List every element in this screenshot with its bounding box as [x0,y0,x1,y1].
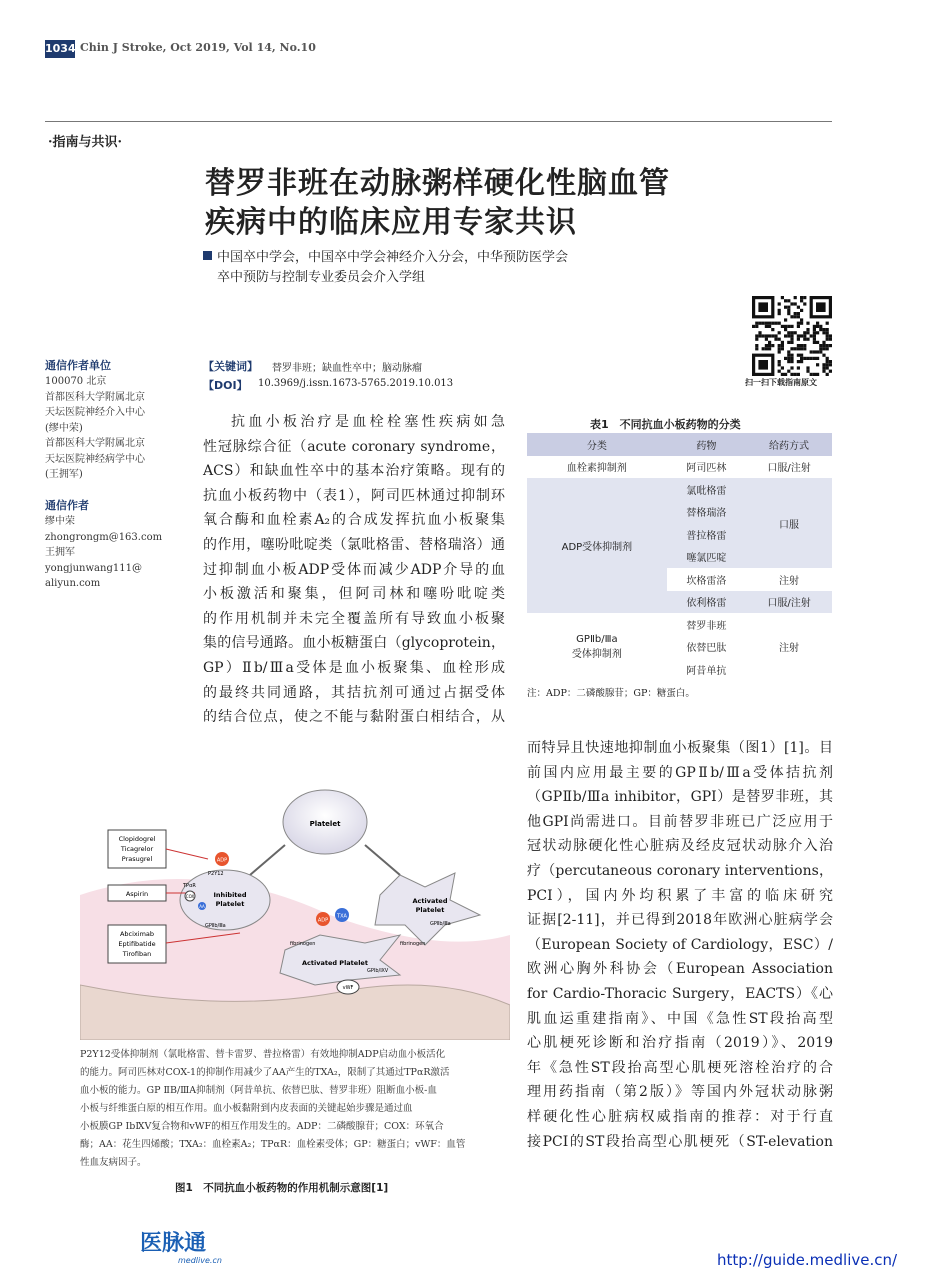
text-line: 证据[2-11]，并已得到2018年欧洲心脏病学会 [527,912,833,929]
table-cell: 依利格雷 [667,591,746,614]
qr-caption: 扫一扫下载指南原文 [745,378,817,387]
journal-info: Chin J Stroke, Oct 2019, Vol 14, No.10 [80,41,316,54]
activated-bottom-label: Activated Platelet [302,959,368,967]
table-row [527,456,832,479]
text-line: 欧洲心胸外科协会（European Association [527,961,833,978]
drug-box-text: Abciximab [119,930,155,938]
qr-code[interactable] [752,296,832,376]
platelet-label: Platelet [309,820,341,828]
caption-line: 血小板的能力。GP ⅡB/ⅢA抑制剂（阿昔单抗、依替巴肽、替罗非班）阻断血小板-血 [80,1085,437,1096]
table-cell: 替格瑞洛 [667,501,746,524]
table-cell: 口服 [746,478,832,568]
caption-line: 的能力。阿司匹林对COX-1的抑制作用减少了AA产生的TXA₂，限制了其通过TPαR激活 [80,1067,450,1078]
figure-caption [80,1046,512,1172]
table-header: 药物 [667,433,746,456]
table-cell: 血栓素抑制剂 [566,463,627,475]
gpib-label: GPⅠb/ⅨV [367,968,389,974]
text-line: 过抑制血小板ADP受体而减少ADP介导的血 [203,561,505,578]
corr-unit-text [45,374,180,483]
figure-title: 图1 不同抗血小板药物的作用机制示意图[1] [175,1182,389,1194]
text-line: GP）Ⅱb/Ⅲa受体是血小板聚集、血栓形成 [203,659,505,676]
text-line: （European Society of Cardiology，ESC）/ [527,936,833,953]
corr-unit-line: 首都医科大学附属北京 [45,438,145,449]
text-line: 的结合位点，使之不能与黏附蛋白相结合，从 [203,709,505,726]
table-cell: 替罗非班 [686,620,727,632]
caption-line: 酶；AA：花生四烯酸；TXA₂：血栓素A₂；TPαR：血栓素受体；GP：糖蛋白；vWF：血管 [80,1139,466,1150]
adp-label: ADP [317,917,329,924]
section-label: ·指南与共识· [48,135,123,150]
text-line: 的作用，噻吩吡啶类（氯吡格雷、替格瑞洛）通 [203,536,505,553]
table-title: 表1 不同抗血小板药物的分类 [590,418,741,431]
tpr-label: TPαR [183,883,196,889]
table-header: 给药方式 [746,433,832,456]
corr-author-line: 缪中荣 [45,516,75,527]
body-text-left [203,410,505,730]
doi-label: 【DOI】 [203,379,248,392]
corr-unit-line: 100070 北京 [45,376,107,387]
drug-box-text: Clopidogrel [118,835,156,843]
text-line: 小板激活和聚集，但阿司林和噻吩吡啶类 [203,586,505,603]
fibrinogen-label: fibrinogen [400,941,426,947]
footer-url-link[interactable]: http://guide.medlive.cn/ [717,1251,898,1269]
text-line: 抗血小板治疗是血栓栓塞性疾病如急 [231,414,505,430]
connector [166,849,208,859]
activated-label: Activated [412,897,448,905]
corr-unit-line: 首都医科大学附属北京 [45,391,145,403]
text-line: 的作用机制并未完全覆盖所有导致血小板聚 [203,610,505,627]
text-line: 接PCI的ST段抬高型心肌梗死（ST-elevation [527,1133,833,1150]
corr-unit-line: 天坛医院神经病学中心 [45,453,145,465]
text-line: 前国内应用最主要的GPⅡb/Ⅲa受体拮抗剂 [527,764,833,781]
table-cell: 坎格雷洛 [686,575,727,587]
table-cell: 注射 [779,643,800,655]
text-line: 疗（percutaneous coronary interventions， [527,862,833,879]
caption-line: 小板与纤维蛋白原的相互作用。血小板黏附到内皮表面的关键起始步骤是通过血 [80,1103,413,1114]
platelet-mechanism-figure [80,775,510,1040]
drug-box-text: Prasugrel [121,855,153,863]
medlive-logo[interactable] [140,1226,240,1268]
text-line: ACS）和缺血性卒中的基本治疗策略。现有的 [203,463,505,480]
table-cell: 注射 [779,575,800,587]
corr-author-email[interactable]: aliyun.com [45,578,101,589]
gp-label: GPⅡb/Ⅲa [205,923,226,929]
body-text-right [527,736,833,1154]
text-line: PCI），国内外均积累了丰富的临床研究 [527,887,833,904]
authors-line-1: 中国卒中学会，中国卒中学会神经介入分会，中华预防医学会 [217,250,569,265]
table-cell: 阿昔单抗 [686,665,727,677]
text-line: 的最终共同通路，其拮抗剂可通过占据受体 [203,684,505,701]
table-cell: ADP受体抑制剂 [527,478,667,613]
gp-label: GPⅡb/Ⅲa [430,921,451,927]
fibrinogen-label: fibrinogen [290,941,316,947]
table-header-row [527,433,832,456]
keywords: 替罗非班；缺血性卒中；脑动脉瘤 [272,363,422,374]
text-line: 冠状动脉硬化性心脏病及经皮冠状动脉介入治 [527,838,833,855]
table-note: 注：ADP：二磷酸腺苷；GP：糖蛋白。 [527,688,695,699]
text-line: 而特异且快速地抑制血小板聚集（图1）[1]。目 [527,740,833,756]
table-cell: 氯吡格雷 [667,478,746,501]
text-line: 集的信号通路。血小板糖蛋白（glycoprotein， [203,635,505,652]
text-line: （GPⅡb/Ⅲa inhibitor，GPI）是替罗非班，其 [527,789,833,806]
table-cell: 阿司匹林 [686,463,727,475]
corr-unit-heading: 通信作者单位 [45,359,111,372]
header-divider [45,121,832,122]
text-line: 抗血小板药物中（表1），阿司匹林通过抑制环 [203,487,505,504]
page-number: 1034 [45,40,75,58]
text-line: 肌血运重建指南》、中国《急性ST段抬高型 [527,1010,833,1027]
text-line: 心肌梗死诊断和治疗指南（2019）》、2019 [527,1035,833,1052]
corr-author-heading: 通信作者 [45,499,89,512]
logo-subtext: medlive.cn [178,1256,222,1265]
drug-box-text: Tirofiban [122,950,152,958]
inhibited-label: Platelet [215,900,245,908]
table-cell-line: GPⅡb/Ⅲa [576,633,618,645]
drug-table [527,433,832,681]
corr-unit-line: 天坛医院神经介入中心 [45,407,145,418]
corr-author-email[interactable]: zhongrongm@163.com [45,531,163,543]
table-cell: 口服/注射 [767,463,811,475]
table-cell: 噻氯匹啶 [667,546,746,569]
arrow [250,845,285,875]
authors-line-2: 卒中预防与控制专业委员会介入学组 [217,270,426,285]
text-line: 性冠脉综合征（acute coronary syndrome， [203,438,505,455]
corr-author-email[interactable]: yongjunwang111@ [45,562,142,574]
corr-unit-line: (缪中荣) [45,422,83,434]
table-cell [527,613,667,681]
table-row [527,613,832,636]
drug-box-text: Eptifibatide [118,940,156,948]
inhibited-label: Inhibited [213,891,247,899]
text-line: 他GPI尚需进口。目前替罗非班已广泛应用于 [527,813,833,830]
vwf-label: vWF [342,985,354,991]
article-title-line-2: 疾病中的临床应用专家共识 [205,205,577,240]
logo-text: 医脉通 [140,1231,207,1256]
caption-line: 性血友病因子。 [80,1157,147,1168]
corr-author-line: 王拥军 [45,547,75,558]
table-cell: 口服/注射 [746,591,832,614]
corr-author-text [45,514,180,592]
arrow [365,845,400,875]
text-line: 理用药指南（第2版）》等国内外冠状动脉粥 [527,1084,833,1101]
activated-label: Platelet [415,906,445,914]
keywords-label: 【关键词】 [203,360,258,373]
table-cell-line: 受体抑制剂 [571,648,622,660]
drug-box-text: Ticagrelor [120,845,154,853]
text-line: 样硬化性心脏病权威指南的推荐：对于行直 [527,1108,833,1125]
text-line: 年《急性ST段抬高型心肌梗死溶栓治疗的合 [527,1059,833,1076]
cox-label: COX [185,894,195,899]
caption-line: P2Y12受体抑制剂（氯吡格雷、替卡雷罗、普拉格雷）有效地抑制ADP启动血小板活化 [80,1049,446,1060]
doi-link[interactable]: 10.3969/j.issn.1673-5765.2019.10.013 [258,378,454,389]
corr-unit-line: (王拥军) [45,469,83,480]
article-title-line-1: 替罗非班在动脉粥样硬化性脑血管 [205,166,670,201]
table-cell: 普拉格雷 [667,523,746,546]
author-bullet [203,251,212,260]
table-row [527,478,832,501]
table-cell: 依替巴肽 [686,643,727,655]
caption-line: 小板膜GP ⅠbⅨV复合物和vWF的相互作用发生的。ADP：二磷酸腺苷；COX：环氧合 [80,1121,444,1132]
aa-label: AA [199,904,205,909]
text-line: 氧合酶和血栓素A₂的合成发挥抗血小板聚集 [203,512,505,529]
text-line: for Cardio-Thoracic Surgery，EACTS）《心 [527,985,833,1002]
table-header: 分类 [527,433,667,456]
adp-label: ADP [216,857,228,864]
p2y12-label: P2Y12 [208,871,224,877]
drug-box-text: Aspirin [125,890,149,898]
txa-label: TXA [337,913,347,920]
